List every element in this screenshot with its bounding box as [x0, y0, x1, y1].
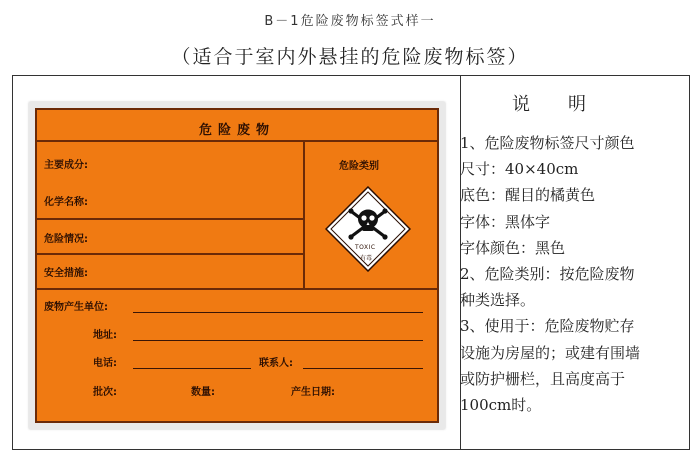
divider	[37, 288, 437, 290]
address-field-label: 地址:	[93, 330, 117, 341]
divider	[303, 140, 305, 288]
batch-field-label: 批次:	[93, 387, 117, 398]
figure-caption: B－1危险废物标签式样一	[264, 14, 436, 29]
explanation-body	[460, 130, 695, 418]
phone-field-label: 电话:	[93, 358, 117, 369]
explanation-title: 说明	[512, 94, 624, 115]
producer-field-label: 废物产生单位:	[44, 302, 108, 313]
divider	[37, 253, 303, 255]
chemical-name-field-label: 化学名称:	[44, 197, 88, 208]
composition-field-label: 主要成分:	[44, 160, 88, 171]
explanation-line: 或防护栅栏，且高度高于	[460, 369, 626, 388]
divider	[37, 218, 303, 220]
label-title: 危险废物	[198, 123, 275, 138]
hazard-field-label: 危险情况:	[44, 234, 88, 245]
explanation-line: 尺寸：40×40cm	[460, 160, 579, 179]
figure-subtitle: （适合于室内外悬挂的危险废物标签）	[171, 46, 529, 68]
explanation-line: 1、危险废物标签尺寸颜色	[460, 134, 635, 152]
address-underline	[133, 340, 423, 341]
explanation-line: 3、使用于：危险废物贮存	[460, 317, 635, 336]
divider	[37, 140, 437, 142]
contact-underline	[303, 368, 423, 369]
phone-underline	[133, 368, 251, 369]
quantity-field-label: 数量:	[191, 387, 215, 398]
explanation-line: 底色：醒目的橘黄色	[460, 186, 596, 205]
date-field-label: 产生日期:	[291, 387, 335, 398]
explanation-line: 2、危险类别：按危险废物	[460, 265, 635, 284]
symbol-text-cn: 有毒	[360, 255, 373, 262]
explanation-line: 字体颜色：黑色	[460, 238, 566, 257]
category-label: 危险类别	[339, 161, 379, 172]
explanation-line: 种类选择。	[460, 291, 536, 310]
explanation-line: 100cm时。	[460, 396, 542, 415]
contact-field-label: 联系人:	[259, 358, 293, 369]
explanation-line: 设施为房屋的；或建有围墙	[460, 343, 641, 362]
producer-underline	[133, 312, 423, 313]
hazardous-waste-label	[35, 108, 439, 423]
symbol-text-en: TOXIC	[355, 244, 376, 251]
safety-field-label: 安全措施:	[44, 268, 88, 279]
explanation-line: 字体：黑体字	[460, 212, 551, 231]
